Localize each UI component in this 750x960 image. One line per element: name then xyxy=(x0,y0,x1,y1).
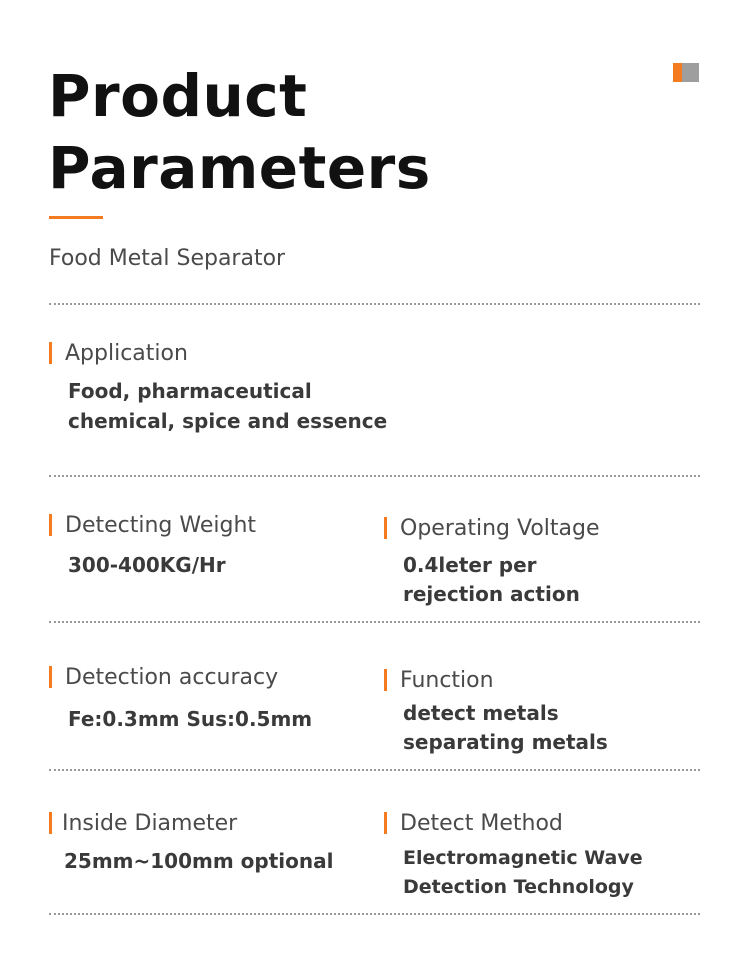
param-value xyxy=(49,550,256,580)
param-operating-voltage xyxy=(384,515,600,609)
param-value-line: 0.4leter per xyxy=(403,553,537,577)
title-underline xyxy=(49,216,103,219)
param-label: Detection accuracy xyxy=(65,664,279,690)
param-value-line: rejection action xyxy=(403,582,580,606)
accent-bar xyxy=(49,666,52,688)
param-detecting-weight xyxy=(49,512,256,580)
param-label: Application xyxy=(65,340,188,366)
param-value-line: 25mm~100mm optional xyxy=(64,849,334,873)
param-value-line: chemical, spice and essence xyxy=(68,409,388,433)
divider xyxy=(49,621,700,623)
param-function xyxy=(384,667,608,757)
param-value-line: Food, pharmaceutical xyxy=(68,379,312,403)
param-value-line: Electromagnetic Wave xyxy=(403,847,643,869)
param-inside-diameter xyxy=(49,810,333,876)
divider xyxy=(49,475,700,477)
param-label: Function xyxy=(400,667,494,693)
corner-decoration-orange xyxy=(673,63,682,82)
page-title-line-2: Parameters xyxy=(48,134,431,202)
param-value xyxy=(49,704,312,734)
param-value-line: Fe:0.3mm Sus:0.5mm xyxy=(68,707,313,731)
param-value-line: separating metals xyxy=(403,730,608,754)
corner-decoration xyxy=(673,63,699,82)
param-label: Detecting Weight xyxy=(65,512,257,538)
param-label: Inside Diameter xyxy=(62,810,238,836)
accent-bar xyxy=(49,812,52,834)
accent-bar xyxy=(49,342,52,364)
page-title xyxy=(48,60,431,204)
page-title-line-1: Product xyxy=(48,62,308,130)
param-application xyxy=(49,340,387,436)
accent-bar xyxy=(384,517,387,539)
param-detect-method xyxy=(384,810,643,902)
accent-bar xyxy=(384,812,387,834)
param-value xyxy=(49,376,387,436)
param-value xyxy=(384,844,643,902)
param-value xyxy=(384,551,600,609)
accent-bar xyxy=(49,514,52,536)
divider xyxy=(49,303,700,305)
param-value-line: Detection Technology xyxy=(403,876,634,898)
param-value xyxy=(49,846,333,876)
param-value-line: 300-400KG/Hr xyxy=(68,553,226,577)
accent-bar xyxy=(384,669,387,691)
divider xyxy=(49,769,700,771)
corner-decoration-gray xyxy=(682,63,699,82)
param-detection-accuracy xyxy=(49,664,312,734)
divider xyxy=(49,913,700,915)
product-name: Food Metal Separator xyxy=(49,246,286,271)
param-label: Detect Method xyxy=(400,810,563,836)
param-value xyxy=(384,699,608,757)
param-value-line: detect metals xyxy=(403,701,559,725)
param-label: Operating Voltage xyxy=(400,515,600,541)
